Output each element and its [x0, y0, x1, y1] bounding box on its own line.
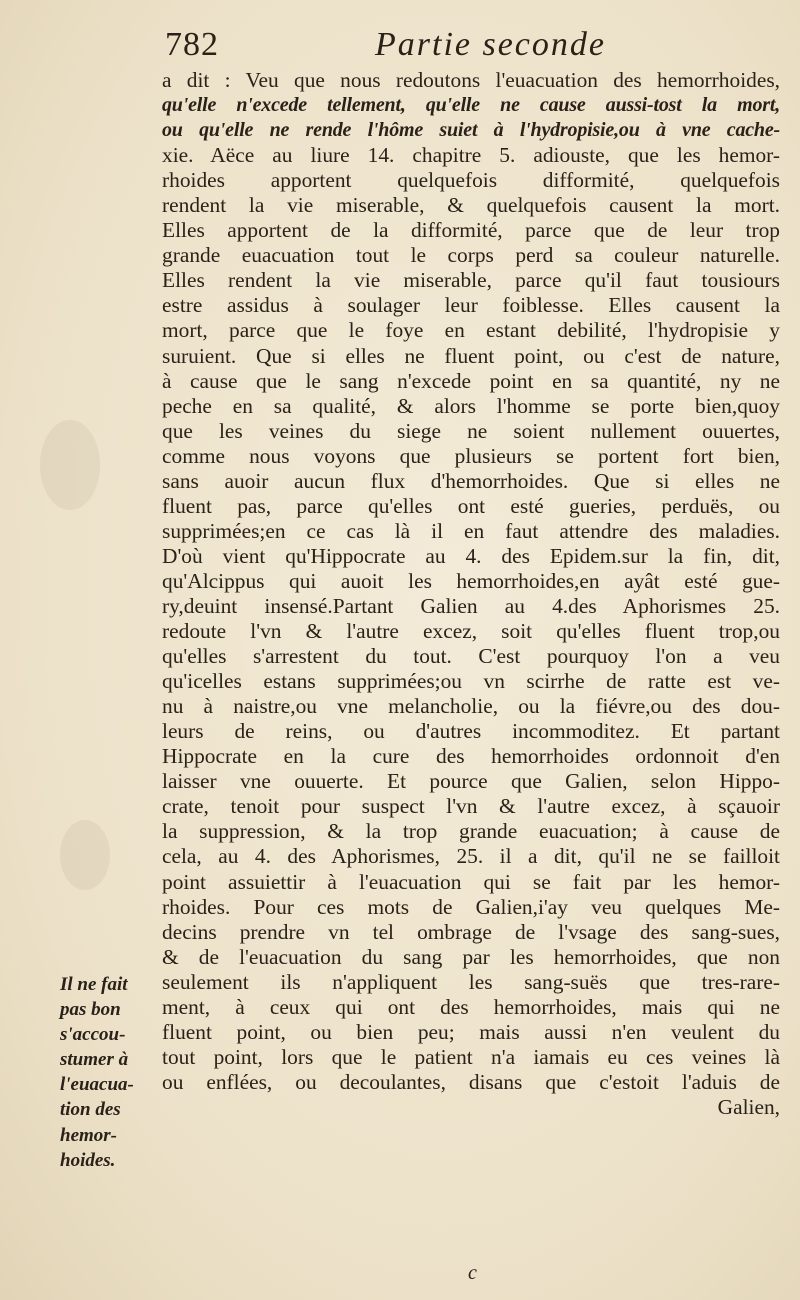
- text-line: supprimées;en ce cas là il en faut attendre des maladies.: [162, 518, 780, 543]
- text-line: grande euacuation tout le corps perd sa couleur naturelle.: [162, 243, 780, 268]
- page-header: [165, 22, 765, 68]
- text-line: cela, au 4. des Aphorismes, 25. il a dit, qu'il ne se failloit: [162, 844, 780, 869]
- margin-note-line: hemor-: [60, 1124, 117, 1146]
- text-line: suruient. Que si elles ne fluent point, ou c'est de nature,: [162, 343, 780, 368]
- text-line: D'où vient qu'Hippocrate au 4. des Epidem.sur la fin, dit,: [162, 543, 780, 568]
- text-line: fluent pas, parce qu'elles ont esté gueries, perduës, ou: [162, 493, 780, 518]
- text-line: Elles rendent la vie miserable, parce qu'il faut tousiours: [162, 268, 780, 293]
- text-line: Hippocrate en la cure des hemorrhoides ordonnoit d'en: [162, 744, 780, 769]
- text-line: à cause que le sang n'excede point en sa quantité, ny ne: [162, 368, 780, 393]
- text-line: ment, à ceux qui ont des hemorrhoides, mais qui ne: [162, 994, 780, 1019]
- text-line: ou qu'elle ne rende l'hôme suiet à l'hydropisie,ou à vne cache-: [162, 119, 780, 142]
- paper-stain: [60, 820, 110, 890]
- text-line: nu à naistre,ou vne melancholie, ou la fiévre,ou des dou-: [162, 694, 780, 719]
- margin-note-line: Il ne fait: [60, 974, 128, 995]
- page-number: 782: [165, 26, 219, 63]
- margin-note-line: tion des: [60, 1099, 121, 1121]
- text-line: ry,deuint insensé.Partant Galien au 4.des Aphorismes 25.: [162, 593, 780, 618]
- text-line: redoute l'vn & l'autre excez, soit qu'elles fluent trop,ou: [162, 619, 780, 644]
- text-line: qu'elle n'excede tellement, qu'elle ne cause aussi-tost la mort,: [162, 94, 780, 117]
- text-line: & de l'euacuation du sang par les hemorrhoides, que non: [162, 944, 780, 969]
- text-line: Galien,: [717, 1094, 780, 1119]
- margin-note-line: hoides.: [60, 1149, 116, 1171]
- text-line: ou enflées, ou decoulantes, disans que c'estoit l'aduis de: [162, 1069, 780, 1094]
- text-line: tout point, lors que le patient n'a iamais eu ces veines là: [162, 1044, 780, 1069]
- text-line: que les veines du siege ne soient nullement ouuertes,: [162, 418, 780, 443]
- text-line: xie. Aëce au liure 14. chapitre 5. adiouste, que les hemor-: [162, 143, 780, 168]
- margin-note-line: s'accou-: [60, 1024, 126, 1046]
- text-line: point assuiettir à l'euacuation qui se fait par les hemor-: [162, 869, 780, 894]
- text-line: rhoides. Pour ces mots de Galien,i'ay veu quelques Me-: [162, 894, 780, 919]
- text-line: decins prendre vn tel ombrage de l'vsage des sang-sues,: [162, 919, 780, 944]
- running-title: Partie seconde: [375, 26, 606, 63]
- text-line: fluent point, ou bien peu; mais aussi n'en veulent du: [162, 1019, 780, 1044]
- text-line: laisser vne ouuerte. Et pource que Galien, selon Hippo-: [162, 769, 780, 794]
- text-line: comme nous voyons que plusieurs se portent fort bien,: [162, 443, 780, 468]
- paper-stain: [40, 420, 100, 510]
- text-line: estre assidus à soulager leur foiblesse. Elles causent la: [162, 293, 780, 318]
- main-text-block: [162, 68, 780, 1120]
- text-line: peche en sa qualité, & alors l'homme se porte bien,quoy: [162, 393, 780, 418]
- margin-note: [60, 972, 160, 1173]
- text-line: mort, parce que le foye en estant debilité, l'hydropisie y: [162, 318, 780, 343]
- text-line: qu'icelles estans supprimées;ou vn scirrhe de ratte est ve-: [162, 669, 780, 694]
- text-line: seulement ils n'appliquent les sang-suës que tres-rare-: [162, 969, 780, 994]
- margin-note-line: l'euacua-: [60, 1074, 134, 1096]
- margin-note-line: stumer à: [60, 1049, 129, 1071]
- margin-note-line: pas bon: [60, 999, 121, 1021]
- text-line: crate, tenoit pour suspect l'vn & l'autre excez, à sçauoir: [162, 794, 780, 819]
- text-line: la suppression, & la trop grande euacuation; à cause de: [162, 819, 780, 844]
- text-line: leurs de reins, ou d'autres incommoditez. Et partant: [162, 719, 780, 744]
- text-line: rendent la vie miserable, & quelquefois causent la mort.: [162, 193, 780, 218]
- text-line: sans auoir aucun flux d'hemorrhoides. Que si elles ne: [162, 468, 780, 493]
- text-line: rhoides apportent quelquefois difformité, quelquefois: [162, 168, 780, 193]
- text-line: a dit : Veu que nous redoutons l'euacuation des hemorrhoides,: [162, 68, 780, 92]
- text-line: Elles apportent de la difformité, parce que de leur trop: [162, 218, 780, 243]
- text-line: qu'Alcippus qui auoit les hemorrhoides,en ayât esté gue-: [162, 568, 780, 593]
- signature-mark: c: [468, 1262, 477, 1284]
- text-line: qu'elles s'arrestent du tout. C'est pourquoy l'on a veu: [162, 644, 780, 669]
